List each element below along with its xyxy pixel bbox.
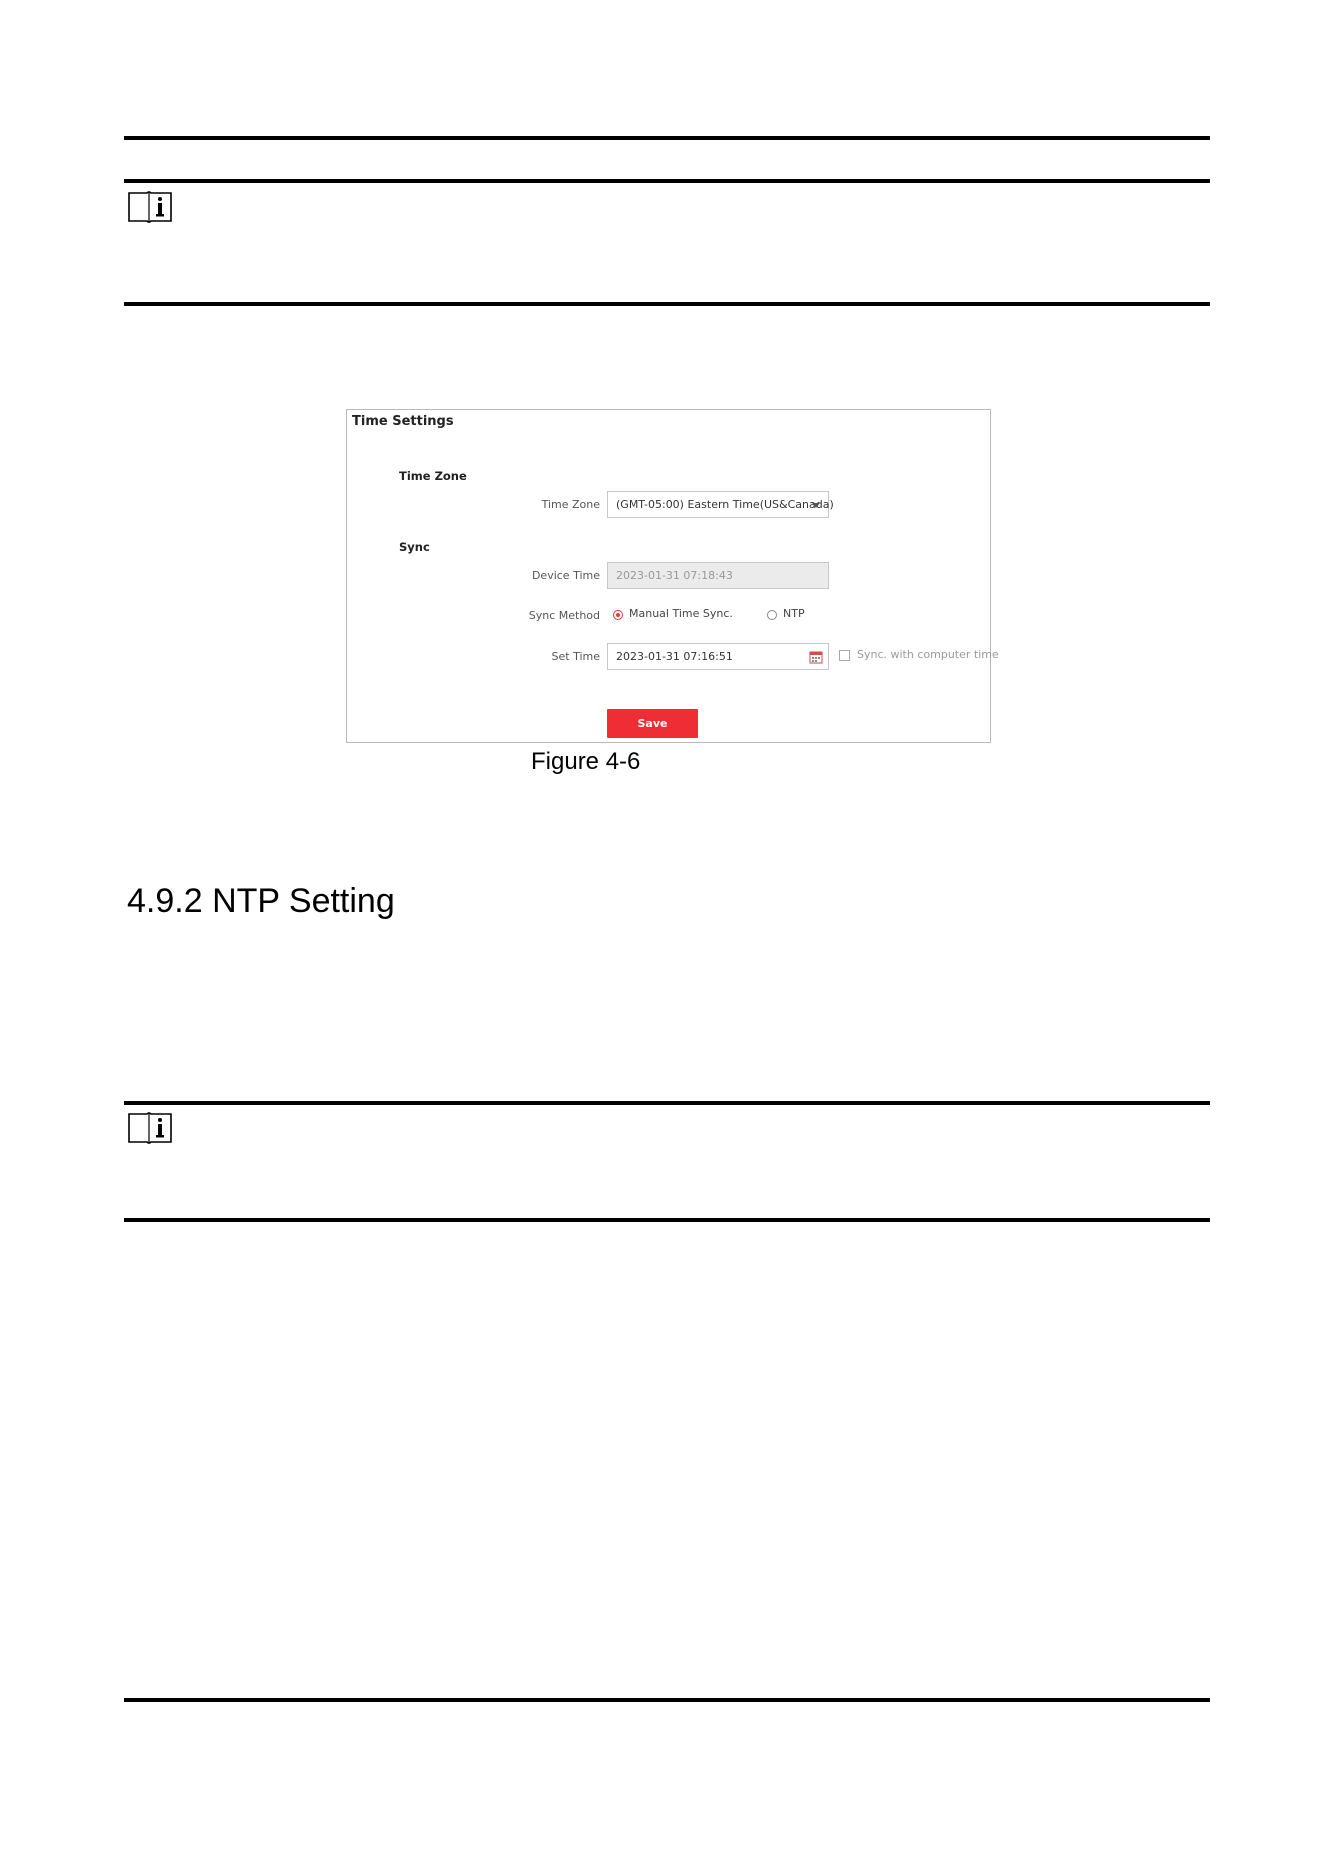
time-settings-panel [346, 409, 999, 743]
section-sync: Sync [399, 540, 430, 554]
set-time-field[interactable] [607, 643, 829, 670]
dropdown-caret-icon [812, 503, 820, 508]
time-zone-select[interactable] [607, 491, 834, 518]
note-top-rule [124, 179, 1210, 183]
radio-manual-sync-label: Manual Time Sync. [629, 607, 733, 620]
device-time-label: Device Time [531, 569, 600, 582]
note-bottom-rule [124, 302, 1210, 306]
panel-title: Time Settings [352, 414, 454, 429]
header-rule [124, 136, 1210, 140]
section-heading: 4.9.2 NTP Setting [127, 882, 395, 920]
calendar-icon[interactable] [809, 650, 823, 664]
save-button[interactable]: Save [607, 709, 698, 738]
note2-bottom-rule [124, 1218, 1210, 1222]
sync-computer-label: Sync. with computer time [857, 648, 999, 661]
note-info-icon [127, 1111, 173, 1145]
device-time-field: 2023-01-31 07:18:43 [607, 562, 829, 589]
note-info-icon [127, 190, 173, 224]
radio-ntp[interactable] [767, 610, 777, 620]
sync-method-label: Sync Method [528, 609, 600, 622]
time-zone-label: Time Zone [541, 498, 600, 511]
footer-rule [124, 1698, 1210, 1702]
set-time-value: 2023-01-31 07:16:51 [616, 650, 733, 663]
radio-ntp-label: NTP [783, 607, 805, 620]
sync-computer-checkbox[interactable] [839, 650, 850, 661]
section-time-zone: Time Zone [399, 469, 467, 483]
set-time-label: Set Time [551, 650, 600, 663]
time-zone-value: (GMT-05:00) Eastern Time(US&Canada) [616, 498, 834, 511]
note2-top-rule [124, 1101, 1210, 1105]
figure-caption: Figure 4-6 [531, 748, 641, 775]
radio-manual-sync[interactable] [613, 610, 623, 620]
